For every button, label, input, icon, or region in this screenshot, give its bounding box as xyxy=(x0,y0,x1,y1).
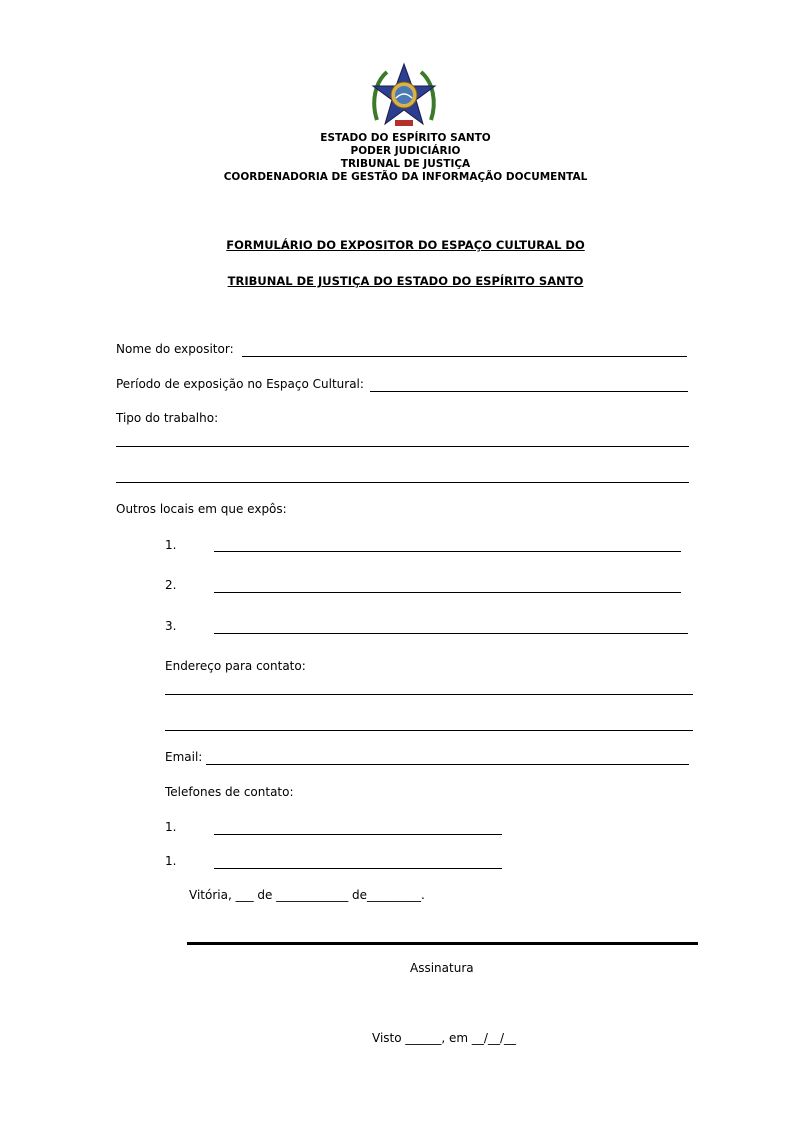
telefones-label: Telefones de contato: xyxy=(165,785,294,799)
outros-item-3-field[interactable] xyxy=(214,633,688,634)
signature-label: Assinatura xyxy=(410,961,474,975)
outros-item-2-field[interactable] xyxy=(214,592,681,593)
telefone-item-2-field[interactable] xyxy=(214,868,502,869)
outros-label: Outros locais em que expôs: xyxy=(116,502,287,516)
outros-item-2-number: 2. xyxy=(165,578,177,592)
signature-line[interactable] xyxy=(187,942,698,945)
outros-item-1-field[interactable] xyxy=(214,551,681,552)
nome-label: Nome do expositor: xyxy=(116,342,234,356)
visto-line: Visto ______, em __/__/__ xyxy=(372,1031,516,1045)
header-court: TRIBUNAL DE JUSTIÇA xyxy=(340,158,471,170)
tipo-field-1[interactable] xyxy=(116,446,689,447)
header-coordination: COORDENADORIA DE GESTÃO DA INFORMAÇÃO DOCUMENTAL xyxy=(223,171,588,183)
coat-of-arms-icon xyxy=(369,62,439,132)
date-line: Vitória, ___ de ____________ de_________. xyxy=(189,888,425,902)
telefone-item-2-number: 1. xyxy=(165,854,177,868)
form-title-line1: FORMULÁRIO DO EXPOSITOR DO ESPAÇO CULTURAL DO xyxy=(226,238,585,252)
outros-item-3-number: 3. xyxy=(165,619,177,633)
endereco-label: Endereço para contato: xyxy=(165,659,306,673)
telefone-item-1-number: 1. xyxy=(165,820,177,834)
form-title-line2: TRIBUNAL DE JUSTIÇA DO ESTADO DO ESPÍRITO SANTO xyxy=(227,274,584,288)
endereco-field-2[interactable] xyxy=(165,730,693,731)
outros-item-1-number: 1. xyxy=(165,538,177,552)
periodo-label: Período de exposição no Espaço Cultural: xyxy=(116,377,364,391)
periodo-field[interactable] xyxy=(370,391,688,392)
nome-field[interactable] xyxy=(242,356,687,357)
endereco-field-1[interactable] xyxy=(165,694,693,695)
email-label: Email: xyxy=(165,750,203,764)
tipo-field-2[interactable] xyxy=(116,482,689,483)
header-judiciary: PODER JUDICIÁRIO xyxy=(350,145,461,157)
telefone-item-1-field[interactable] xyxy=(214,834,502,835)
header-state: ESTADO DO ESPÍRITO SANTO xyxy=(320,132,491,144)
tipo-label: Tipo do trabalho: xyxy=(116,411,219,425)
email-field[interactable] xyxy=(206,764,689,765)
